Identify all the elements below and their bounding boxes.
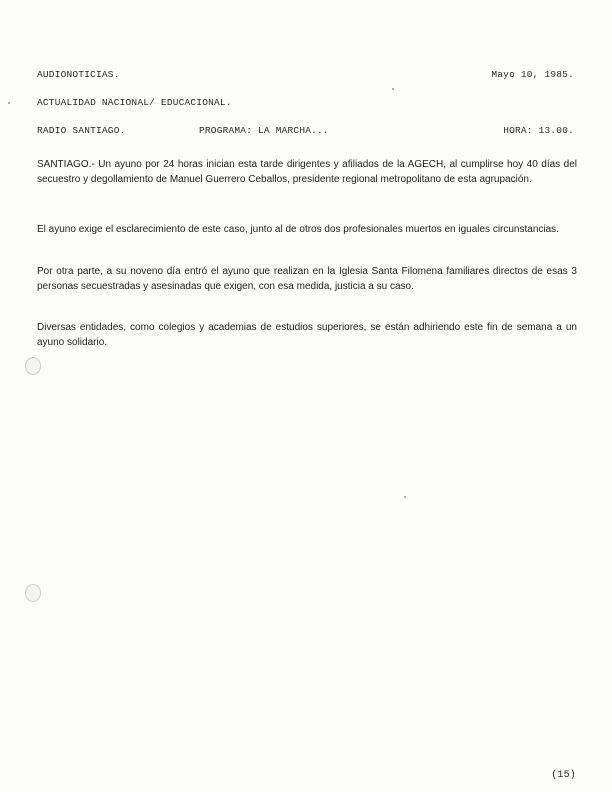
section-label: ACTUALIDAD NACIONAL/ EDUCACIONAL.	[37, 97, 232, 108]
paper-speck	[8, 102, 10, 104]
punch-hole	[25, 584, 41, 602]
time-label: HORA: 13.00.	[503, 125, 574, 136]
source-label: AUDIONOTICIAS.	[37, 69, 120, 80]
program-label: PROGRAMA: LA MARCHA...	[199, 125, 329, 136]
punch-hole	[25, 357, 41, 375]
date-label: Mayo 10, 1985.	[491, 69, 574, 80]
paper-speck	[392, 88, 394, 90]
page-number: (15)	[551, 770, 576, 781]
paragraph: SANTIAGO.- Un ayuno por 24 horas inician esta tarde dirigentes y afiliados de la AGECH, al cumplirse hoy 40 días del secuestro y degollamiento de Manuel Guerrero Ceballos, presidente regional metropolitano de esta agrupación.	[37, 159, 577, 185]
paragraph: Diversas entidades, como colegios y academias de estudios superiores, se están adhiriendo este fin de semana a un ayuno solidario.	[37, 322, 577, 348]
paragraph: Por otra parte, a su noveno día entró el ayuno que realizan en la Iglesia Santa Filomena familiares directos de esas 3 personas secuestradas y asesinadas que exigen, con esa medida, justicia a su caso.	[37, 266, 577, 292]
station-label: RADIO SANTIAGO.	[37, 125, 126, 136]
paper-speck	[404, 496, 406, 498]
paragraph: El ayuno exige el esclarecimiento de este caso, junto al de otros dos profesionales muertos en iguales circunstancias.	[37, 224, 559, 235]
